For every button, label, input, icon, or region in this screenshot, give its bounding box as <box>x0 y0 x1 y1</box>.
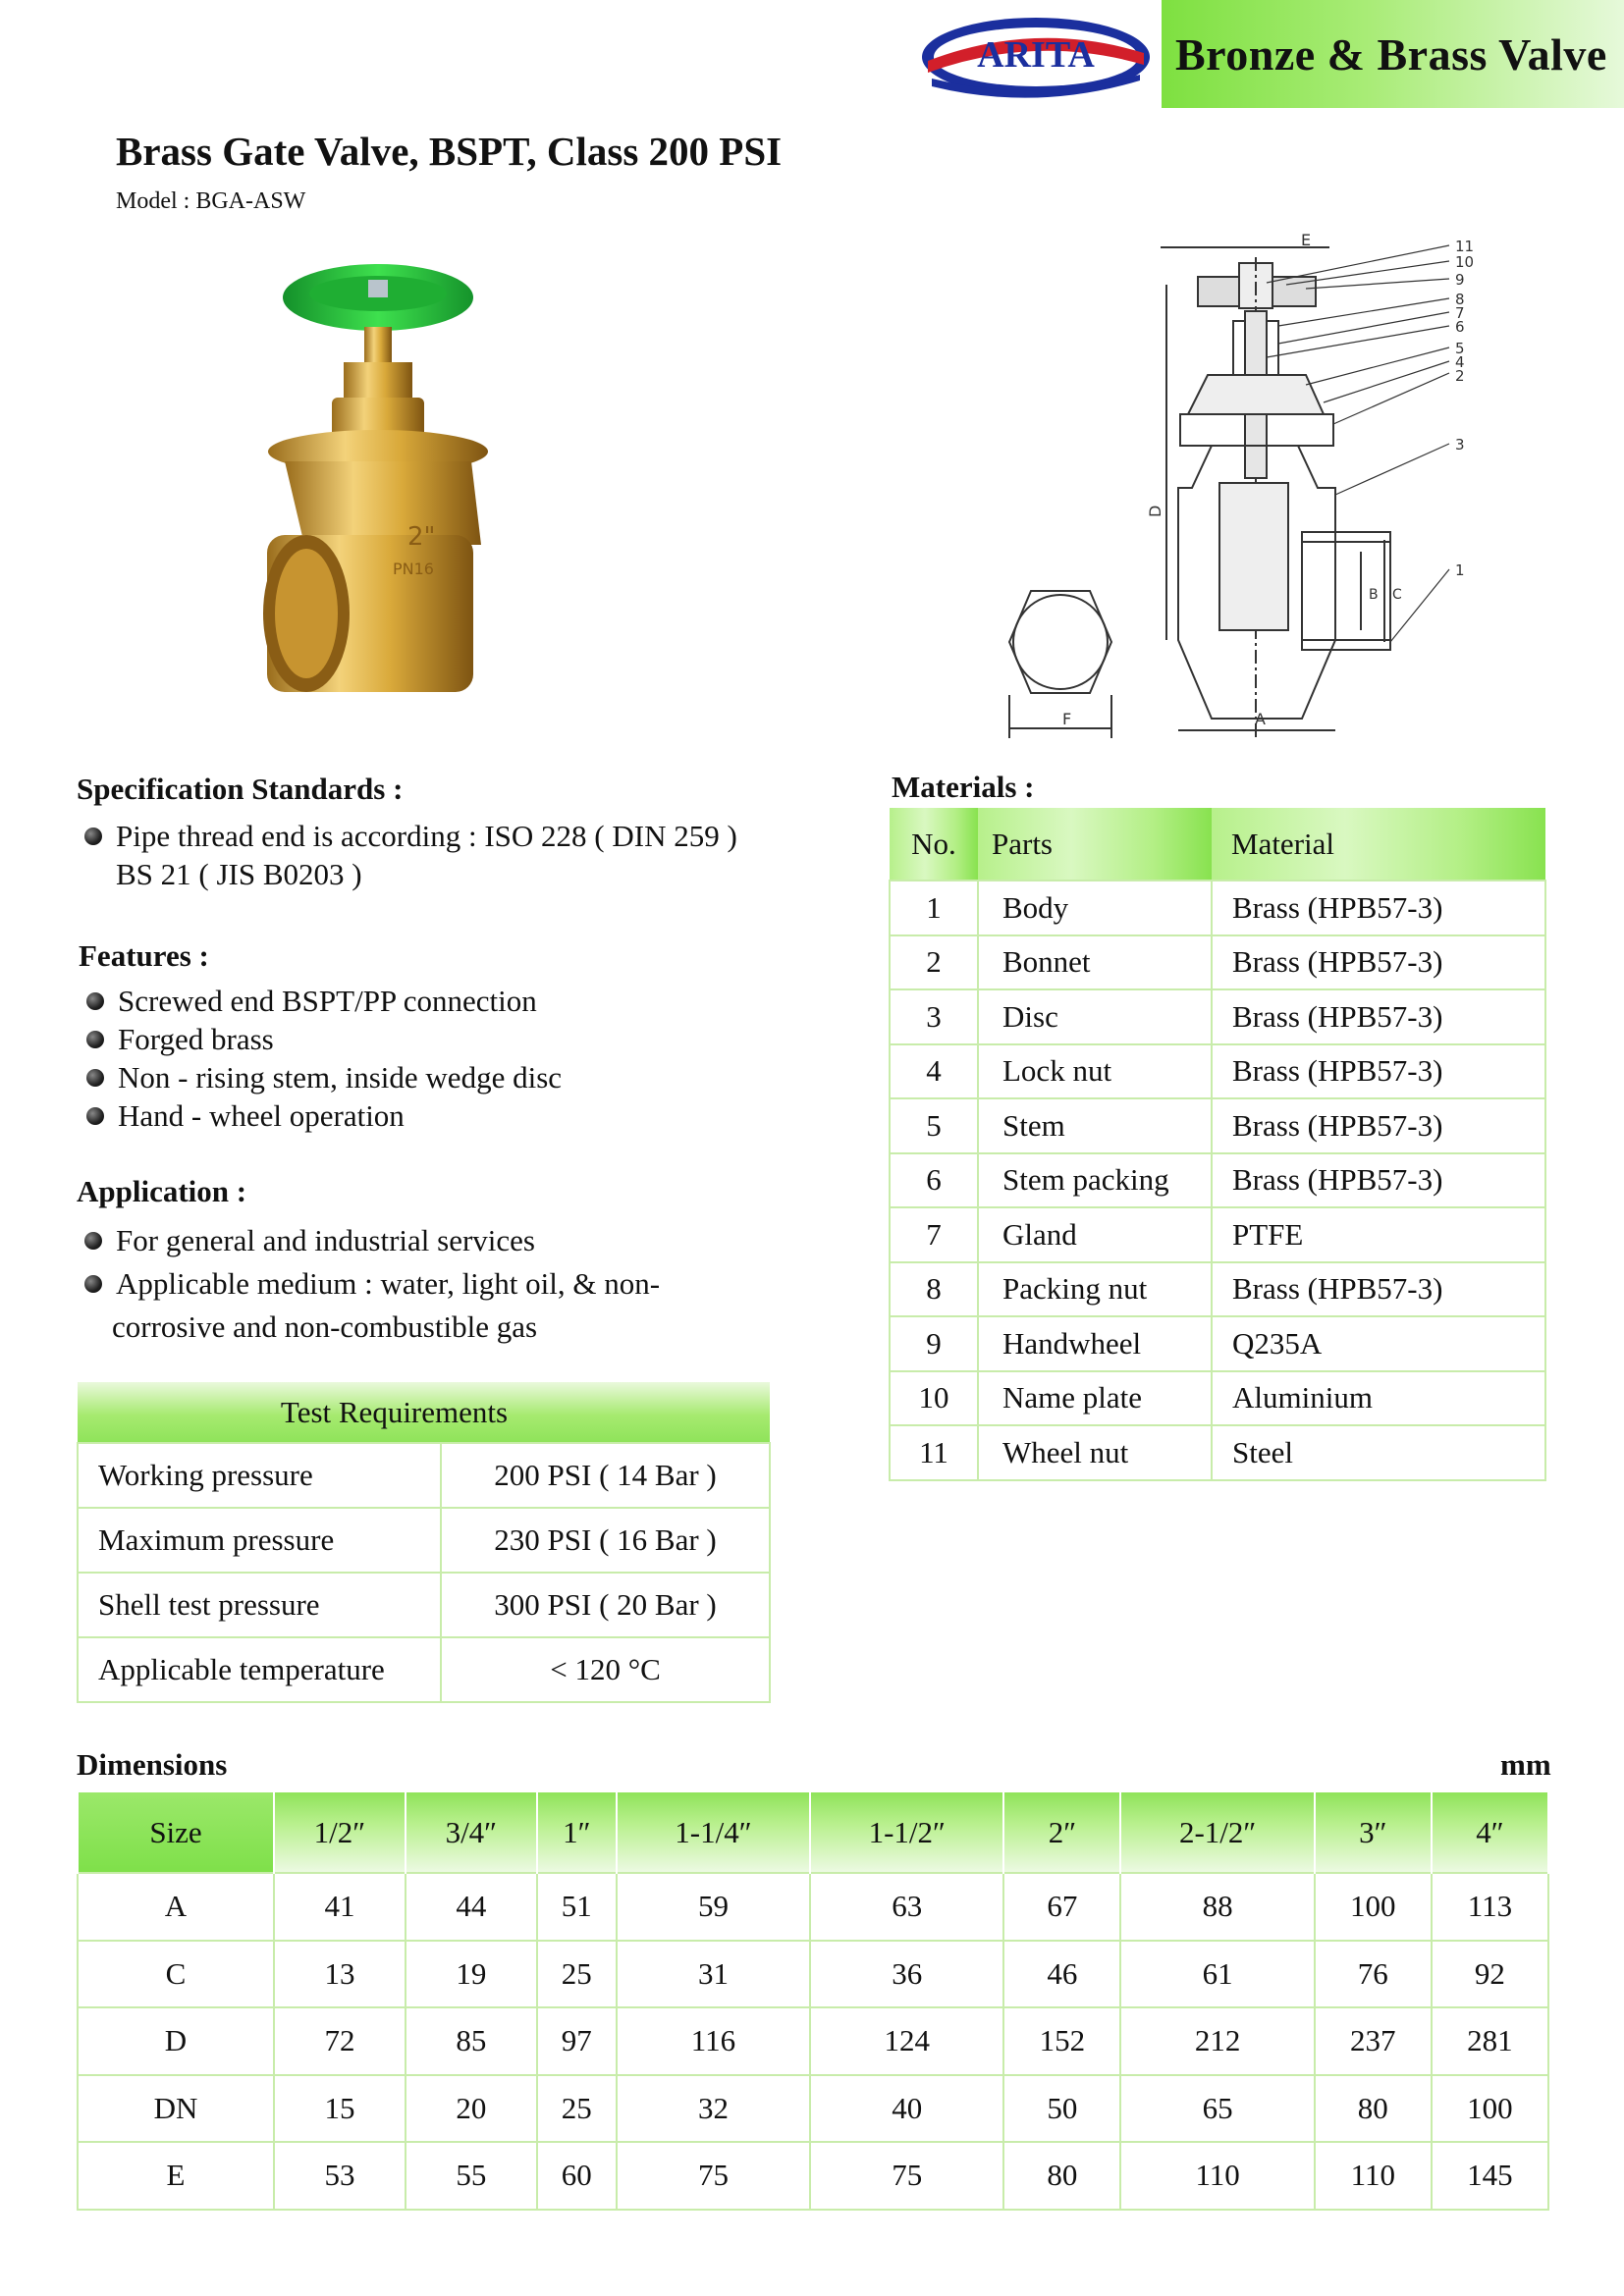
col-header-size: Size <box>78 1792 274 1873</box>
table-row: 3 Disc Brass (HPB57-3) <box>890 989 1545 1044</box>
dim-label-c: C <box>1392 587 1402 603</box>
bullet-icon <box>84 1232 102 1250</box>
table-row: D 72 85 97 116 124 152 212 237 281 <box>78 2007 1548 2075</box>
application-title: Application : <box>77 1174 247 1208</box>
bullet-icon <box>84 1275 102 1293</box>
list-item: Non - rising stem, inside wedge disc <box>79 1058 562 1096</box>
dimensions-table <box>77 1792 1549 2211</box>
col-header-material: Material <box>1212 808 1545 881</box>
list-item: Screwed end BSPT/PP connection <box>79 982 562 1020</box>
table-row: C 13 19 25 31 36 46 61 76 92 <box>78 1941 1548 2008</box>
bullet-icon <box>86 1031 104 1048</box>
part-number-label: 3 <box>1455 436 1465 454</box>
product-photo <box>245 250 540 712</box>
list-item: Forged brass <box>79 1020 562 1058</box>
spec-title: Specification Standards : <box>77 772 404 806</box>
list-item: Applicable medium : water, light oil, & non- <box>77 1262 660 1306</box>
dimensions-unit: mm <box>1500 1747 1551 1782</box>
body-mark-pn: PN16 <box>393 560 434 578</box>
col-header-size-value: 1″ <box>537 1792 617 1873</box>
table-row: 2 Bonnet Brass (HPB57-3) <box>890 935 1545 990</box>
table-row: DN 15 20 25 32 40 50 65 80 100 <box>78 2075 1548 2143</box>
brand-banner <box>1162 0 1624 108</box>
col-header-size-value: 4″ <box>1432 1792 1548 1873</box>
test-requirements-table <box>77 1382 771 1703</box>
col-header-size-value: 1-1/4″ <box>617 1792 810 1873</box>
list-item: For general and industrial services <box>77 1219 660 1262</box>
bullet-icon <box>86 992 104 1010</box>
table-row: 7 Gland PTFE <box>890 1207 1545 1262</box>
table-row: 4 Lock nut Brass (HPB57-3) <box>890 1044 1545 1099</box>
col-header-size-value: 1/2″ <box>274 1792 406 1873</box>
col-header-size-value: 2″ <box>1003 1792 1120 1873</box>
table-row: E 53 55 60 75 75 80 110 110 145 <box>78 2142 1548 2210</box>
col-header-size-value: 1-1/2″ <box>810 1792 1003 1873</box>
bullet-icon <box>86 1107 104 1125</box>
list-item: Hand - wheel operation <box>79 1096 562 1135</box>
table-row: Shell test pressure 300 PSI ( 20 Bar ) <box>78 1573 770 1637</box>
materials-title: Materials : <box>892 770 1035 804</box>
features-list <box>79 982 562 1135</box>
part-number-label: 4 <box>1455 353 1465 371</box>
dim-label-f: F <box>1062 710 1072 728</box>
table-row: A 41 44 51 59 63 67 88 100 113 <box>78 1873 1548 1941</box>
col-header-size-value: 3″ <box>1315 1792 1432 1873</box>
table-row: 9 Handwheel Q235A <box>890 1316 1545 1371</box>
table-row: Maximum pressure 230 PSI ( 16 Bar ) <box>78 1508 770 1573</box>
application-list <box>77 1219 660 1349</box>
arita-logo <box>918 10 1154 108</box>
dimensions-title: Dimensions <box>77 1747 228 1782</box>
features-title: Features : <box>79 938 209 973</box>
col-header-parts: Parts <box>978 808 1212 881</box>
table-row: Working pressure 200 PSI ( 14 Bar ) <box>78 1443 770 1508</box>
product-model: Model : BGA-ASW <box>116 188 306 214</box>
test-table-header: Test Requirements <box>78 1382 770 1443</box>
part-number-label: 5 <box>1455 340 1465 357</box>
list-item: Pipe thread end is according : ISO 228 ( DIN 259 ) <box>77 817 737 855</box>
list-item: BS 21 ( JIS B0203 ) <box>116 857 362 891</box>
table-row: 8 Packing nut Brass (HPB57-3) <box>890 1262 1545 1317</box>
spec-list <box>77 817 737 893</box>
col-header-no: No. <box>890 808 978 881</box>
brand-title: Bronze & Brass Valve <box>1175 28 1607 80</box>
bullet-icon <box>84 828 102 845</box>
table-row: 5 Stem Brass (HPB57-3) <box>890 1098 1545 1153</box>
product-title: Brass Gate Valve, BSPT, Class 200 PSI <box>116 129 783 174</box>
col-header-size-value: 3/4″ <box>406 1792 537 1873</box>
table-row: 1 Body Brass (HPB57-3) <box>890 881 1545 935</box>
logo-text: ARITA <box>977 34 1095 76</box>
table-row: 6 Stem packing Brass (HPB57-3) <box>890 1153 1545 1208</box>
dim-label-a: A <box>1255 710 1266 728</box>
part-number-label: 9 <box>1455 271 1465 289</box>
part-number-label: 11 <box>1455 238 1475 255</box>
col-header-size-value: 2-1/2″ <box>1120 1792 1314 1873</box>
table-row: Applicable temperature < 120 °C <box>78 1637 770 1702</box>
dim-label-b: B <box>1369 587 1379 603</box>
list-item: corrosive and non-combustible gas <box>112 1309 538 1344</box>
part-number-label: 2 <box>1455 367 1465 385</box>
part-number-label: 8 <box>1455 291 1465 308</box>
materials-table <box>889 808 1546 1481</box>
table-row: 10 Name plate Aluminium <box>890 1371 1545 1426</box>
dim-label-d: D <box>1146 505 1164 517</box>
part-number-label: 1 <box>1455 561 1465 579</box>
part-number-label: 7 <box>1455 304 1465 322</box>
table-row: 11 Wheel nut Steel <box>890 1425 1545 1480</box>
body-mark-size: 2" <box>407 522 436 552</box>
dim-label-e: E <box>1301 231 1312 249</box>
technical-drawing <box>972 228 1483 748</box>
part-number-label: 10 <box>1455 253 1475 271</box>
part-number-label: 6 <box>1455 318 1465 336</box>
bullet-icon <box>86 1069 104 1087</box>
